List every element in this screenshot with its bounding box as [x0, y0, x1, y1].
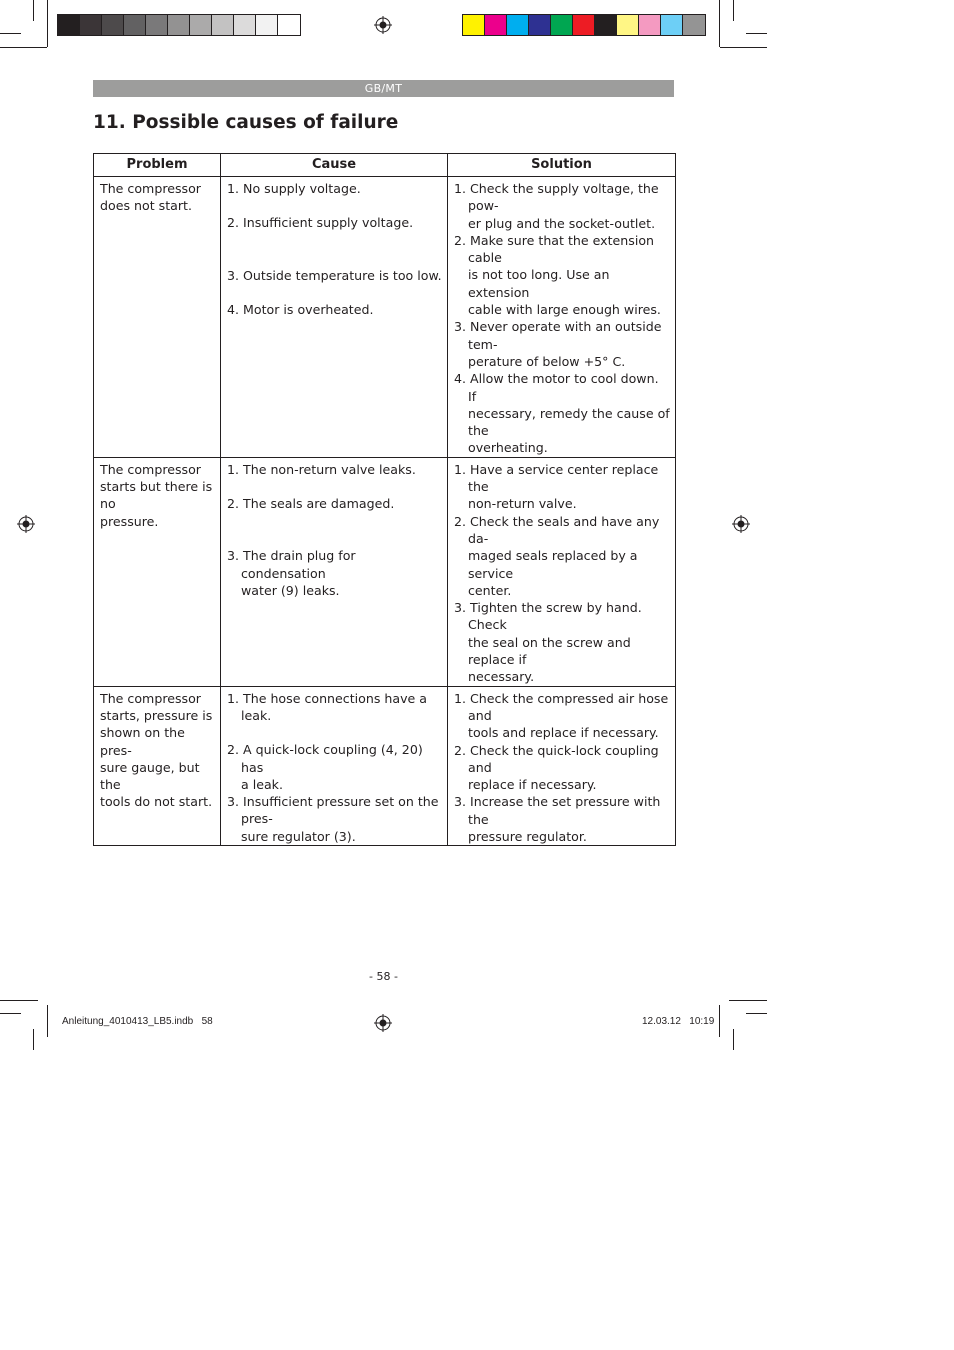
crop-mark — [746, 33, 767, 34]
solution-item: 3. Tighten the screw by hand. Check the seal on the screw and replace if necessary. — [454, 600, 642, 685]
color-swatch — [661, 15, 683, 35]
color-swatch — [212, 15, 234, 35]
crop-mark — [720, 47, 767, 48]
color-swatch — [80, 15, 102, 35]
crop-mark — [0, 1013, 21, 1014]
language-header-band — [93, 80, 674, 97]
crop-mark — [729, 1000, 767, 1001]
color-swatch — [683, 15, 705, 35]
crop-mark — [47, 1005, 48, 1037]
solution-item: 2. Check the seals and have any da- maged seals replaced by a service center. — [454, 513, 660, 598]
crop-mark — [733, 0, 734, 21]
color-swatch — [278, 15, 300, 35]
problem-cell — [94, 177, 221, 458]
registration-mark-icon — [374, 16, 392, 34]
color-swatch — [58, 15, 80, 35]
solution-item: 3. Never operate with an outside tem- perature of below +5° C. — [454, 319, 662, 369]
cause-cell — [221, 177, 448, 458]
table-row — [94, 457, 676, 686]
problem-cell — [94, 457, 221, 686]
solution-item: 2. Check the quick-lock coupling and replace if necessary. — [454, 742, 659, 793]
section-number: 11. — [93, 112, 126, 133]
color-swatch — [168, 15, 190, 35]
crop-mark — [33, 1029, 34, 1050]
problem-text: The compressor starts, pressure is shown on the pres- sure gauge, but the tools do not start. — [100, 690, 213, 810]
crop-mark — [0, 1000, 38, 1001]
cause-item: 1. The non-return valve leaks. — [227, 461, 416, 477]
color-swatch — [146, 15, 168, 35]
cause-cell — [221, 686, 448, 846]
table-row — [94, 177, 676, 458]
crop-mark — [746, 1013, 767, 1014]
color-swatch — [463, 15, 485, 35]
crop-mark — [733, 1029, 734, 1050]
color-swatch — [507, 15, 529, 35]
color-swatch — [573, 15, 595, 35]
header-solution: Solution — [448, 154, 676, 177]
color-swatch — [595, 15, 617, 35]
problem-text: The compressor starts but there is no pressure. — [100, 461, 213, 529]
crop-mark — [47, 0, 48, 47]
solution-item: 1. Check the compressed air hose and tools and replace if necessary. — [454, 690, 669, 741]
color-swatch — [124, 15, 146, 35]
registration-mark-icon — [17, 515, 35, 533]
problem-cell — [94, 686, 221, 846]
header-problem: Problem — [94, 154, 221, 177]
cause-item: 3. Outside temperature is too low. — [227, 267, 442, 283]
cause-item: 2. Insufficient supply voltage. — [227, 215, 414, 231]
crop-mark — [719, 1005, 720, 1037]
cause-item: 1. The hose connections have a leak. — [227, 690, 428, 723]
registration-mark-icon — [732, 515, 750, 533]
crop-mark — [719, 0, 720, 47]
date-slug: 12.03.12 10:19 — [642, 1016, 715, 1027]
solution-item: 1. Have a service center replace the non-return valve. — [454, 461, 659, 512]
table-header-row — [94, 154, 676, 177]
color-swatch — [256, 15, 278, 35]
header-cause: Cause — [221, 154, 448, 177]
page-number: - 58 - — [369, 970, 398, 983]
section-title — [93, 112, 398, 133]
solution-item: 3. Increase the set pressure with the pressure regulator. — [454, 794, 661, 844]
registration-mark-icon — [374, 1014, 392, 1032]
color-swatch — [639, 15, 661, 35]
color-swatch — [551, 15, 573, 35]
file-slug: Anleitung_4010413_LB5.indb 58 — [62, 1016, 213, 1027]
crop-mark — [0, 47, 47, 48]
language-code: GB/MT — [364, 82, 403, 95]
cause-item: 2. A quick-lock coupling (4, 20) has a leak. — [227, 742, 423, 792]
problem-text: The compressor does not start. — [100, 181, 201, 214]
color-swatch — [617, 15, 639, 35]
solution-cell — [448, 457, 676, 686]
section-title-text: Possible causes of failure — [132, 112, 399, 133]
crop-mark — [33, 0, 34, 21]
cause-item: 3. The drain plug for condensation water (9) leaks. — [227, 548, 356, 598]
color-swatch — [485, 15, 507, 35]
table-row — [94, 686, 676, 846]
cause-item: 2. The seals are damaged. — [227, 496, 395, 512]
color-swatch — [190, 15, 212, 35]
color-swatch — [102, 15, 124, 35]
cause-item: 3. Insufficient pressure set on the pres- sure regulator (3). — [227, 794, 439, 844]
cause-item: 4. Motor is overheated. — [227, 301, 374, 317]
color-swatch — [234, 15, 256, 35]
solution-cell — [448, 177, 676, 458]
grayscale-color-bar — [57, 14, 301, 36]
failure-table — [93, 153, 676, 846]
solution-cell — [448, 686, 676, 846]
crop-mark — [0, 33, 21, 34]
color-swatch — [529, 15, 551, 35]
solution-item: 2. Make sure that the extension cable is not too long. Use an extension cable with large enough wires. — [454, 232, 661, 318]
cause-item: 1. No supply voltage. — [227, 181, 361, 196]
solution-item: 4. Allow the motor to cool down. If necessary, remedy the cause of the overheating. — [454, 371, 670, 456]
cause-cell — [221, 457, 448, 686]
solution-item: 1. Check the supply voltage, the pow- er plug and the socket-outlet. — [454, 181, 659, 231]
process-color-bar — [462, 14, 706, 36]
